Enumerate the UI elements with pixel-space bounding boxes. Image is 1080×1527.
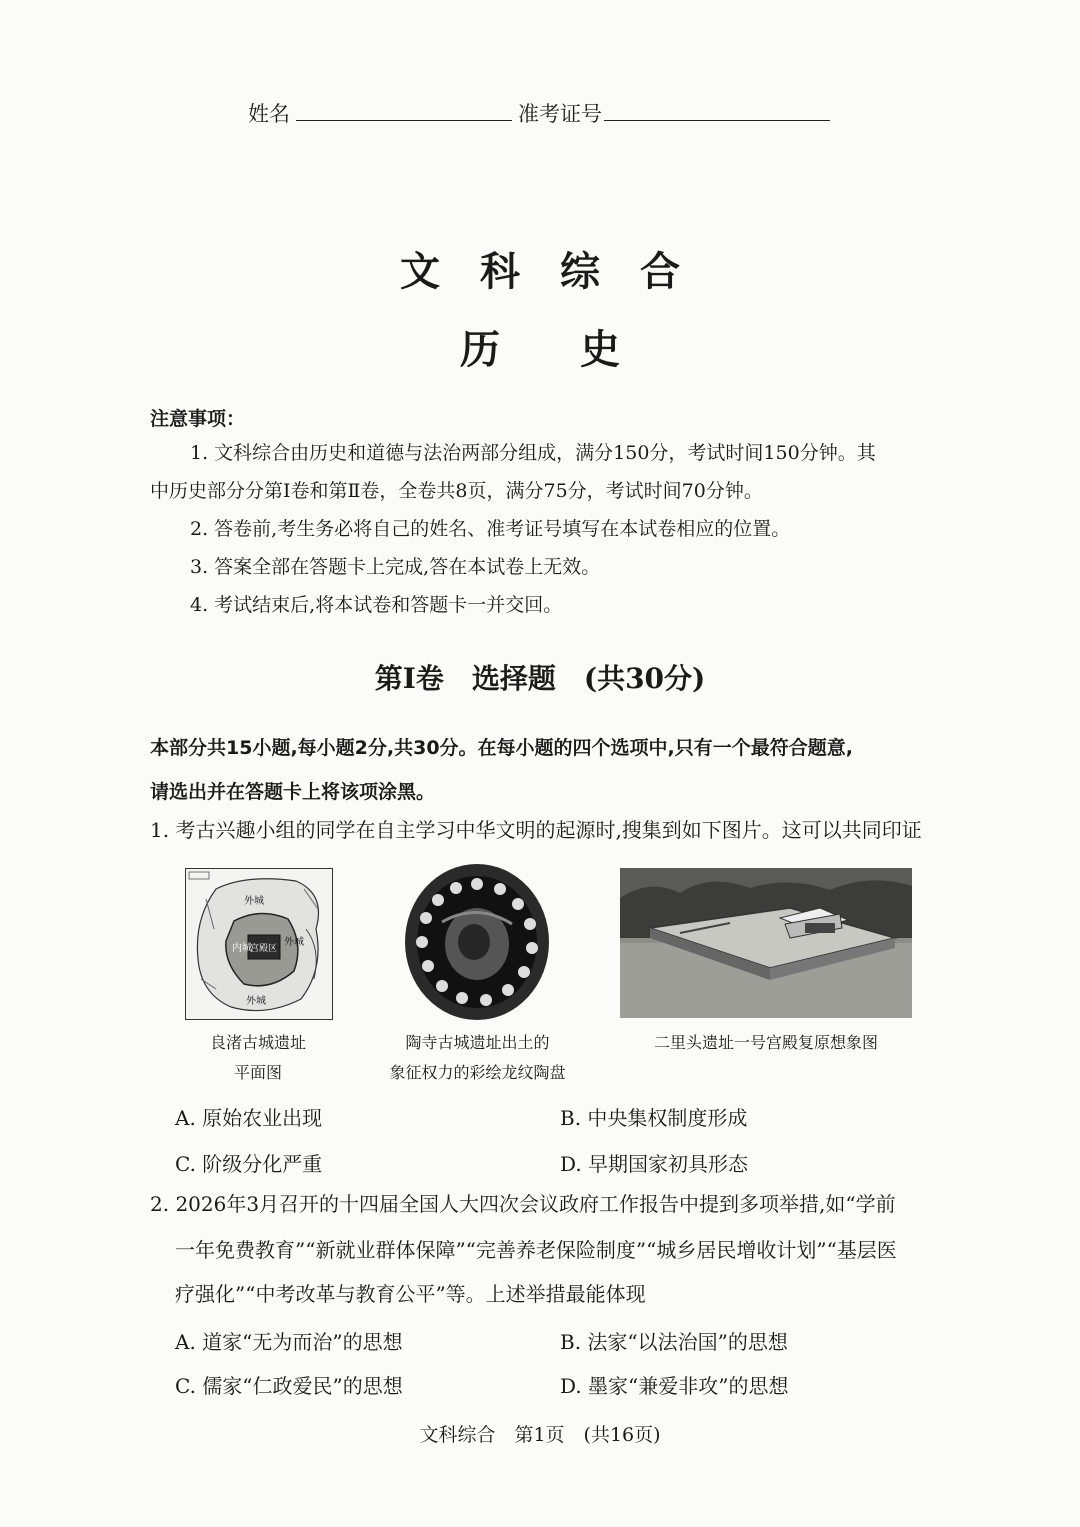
- question-1-stem: 1. 考古兴趣小组的同学在自主学习中华文明的起源时,搜集到如下图片。这可以共同印证: [150, 818, 922, 842]
- figure-caption: 二里头遗址一号宫殿复原想象图: [653, 1033, 878, 1052]
- map-label: 宫殿区: [250, 944, 278, 954]
- figure-caption: [180, 1028, 336, 1088]
- page-subtitle: 历史: [460, 326, 700, 373]
- note-item: 中历史部分分第Ⅰ卷和第Ⅱ卷，全卷共8页，满分75分，考试时间70分钟。: [150, 480, 763, 502]
- question-1-option-d: D. 早期国家初具形态: [560, 1152, 749, 1176]
- map-label: 内城: [232, 943, 252, 954]
- question-1-option-b: B. 中央集权制度形成: [560, 1106, 748, 1130]
- caption-line: 象征权力的彩绘龙纹陶盘: [389, 1063, 566, 1082]
- map-label: 外城: [284, 937, 304, 948]
- exam-id-label: 准考证号: [518, 102, 602, 126]
- map-label: 外城: [244, 896, 264, 907]
- taosi-dragon-plate-figure: [402, 862, 552, 1022]
- note-item: 4. 考试结束后,将本试卷和答题卡一并交回。: [190, 594, 563, 616]
- question-1-option-a: A. 原始农业出现: [175, 1106, 323, 1130]
- liangzhu-map-figure: [185, 868, 333, 1020]
- question-2-option-a: A. 道家“无为而治”的思想: [175, 1330, 403, 1354]
- question-2-option-d: D. 墨家“兼爱非攻”的思想: [560, 1374, 789, 1398]
- question-2-stem-line: 2. 2026年3月召开的十四届全国人大四次会议政府工作报告中提到多项举措,如“学前: [150, 1192, 896, 1216]
- note-item: 2. 答卷前,考生务必将自己的姓名、准考证号填写在本试卷相应的位置。: [190, 518, 791, 540]
- note-item: 1. 文科综合由历史和道德与法治两部分组成，满分150分，考试时间150分钟。其: [190, 442, 876, 464]
- map-label: 外城: [246, 996, 266, 1007]
- note-item: 3. 答案全部在答题卡上完成,答在本试卷上无效。: [190, 556, 601, 578]
- notes-heading: 注意事项：: [150, 408, 246, 430]
- caption-line: 良渚古城遗址: [209, 1033, 306, 1052]
- section-intro: [150, 726, 950, 814]
- page-footer: 文科综合 第1页 (共16页): [419, 1424, 661, 1446]
- figure-caption: [370, 1028, 585, 1088]
- erlitou-palace-figure: [620, 868, 912, 1018]
- exam-id-blank-line: [604, 120, 830, 121]
- page-title: 文科综合: [400, 248, 720, 295]
- question-2-stem-line: 疗强化”“中考改革与教育公平”等。上述举措最能体现: [175, 1282, 646, 1306]
- question-2-stem-line: 一年免费教育”“新就业群体保障”“完善养老保险制度”“城乡居民增收计划”“基层医: [175, 1238, 897, 1262]
- question-2-option-b: B. 法家“以法治国”的思想: [560, 1330, 788, 1354]
- caption-line: 平面图: [233, 1063, 282, 1082]
- question-1-option-c: C. 阶级分化严重: [175, 1152, 323, 1176]
- section-intro-line: 请选出并在答题卡上将该项涂黑。: [150, 781, 436, 803]
- name-label: 姓名: [248, 102, 290, 126]
- question-2-option-c: C. 儒家“仁政爱民”的思想: [175, 1374, 403, 1398]
- caption-line: 陶寺古城遗址出土的: [405, 1033, 550, 1052]
- section-title: 第Ⅰ卷 选择题 (共30分): [374, 662, 706, 695]
- section-intro-line: 本部分共15小题,每小题2分,共30分。在每小题的四个选项中,只有一个最符合题意,: [150, 737, 853, 759]
- name-blank-line: [296, 120, 512, 121]
